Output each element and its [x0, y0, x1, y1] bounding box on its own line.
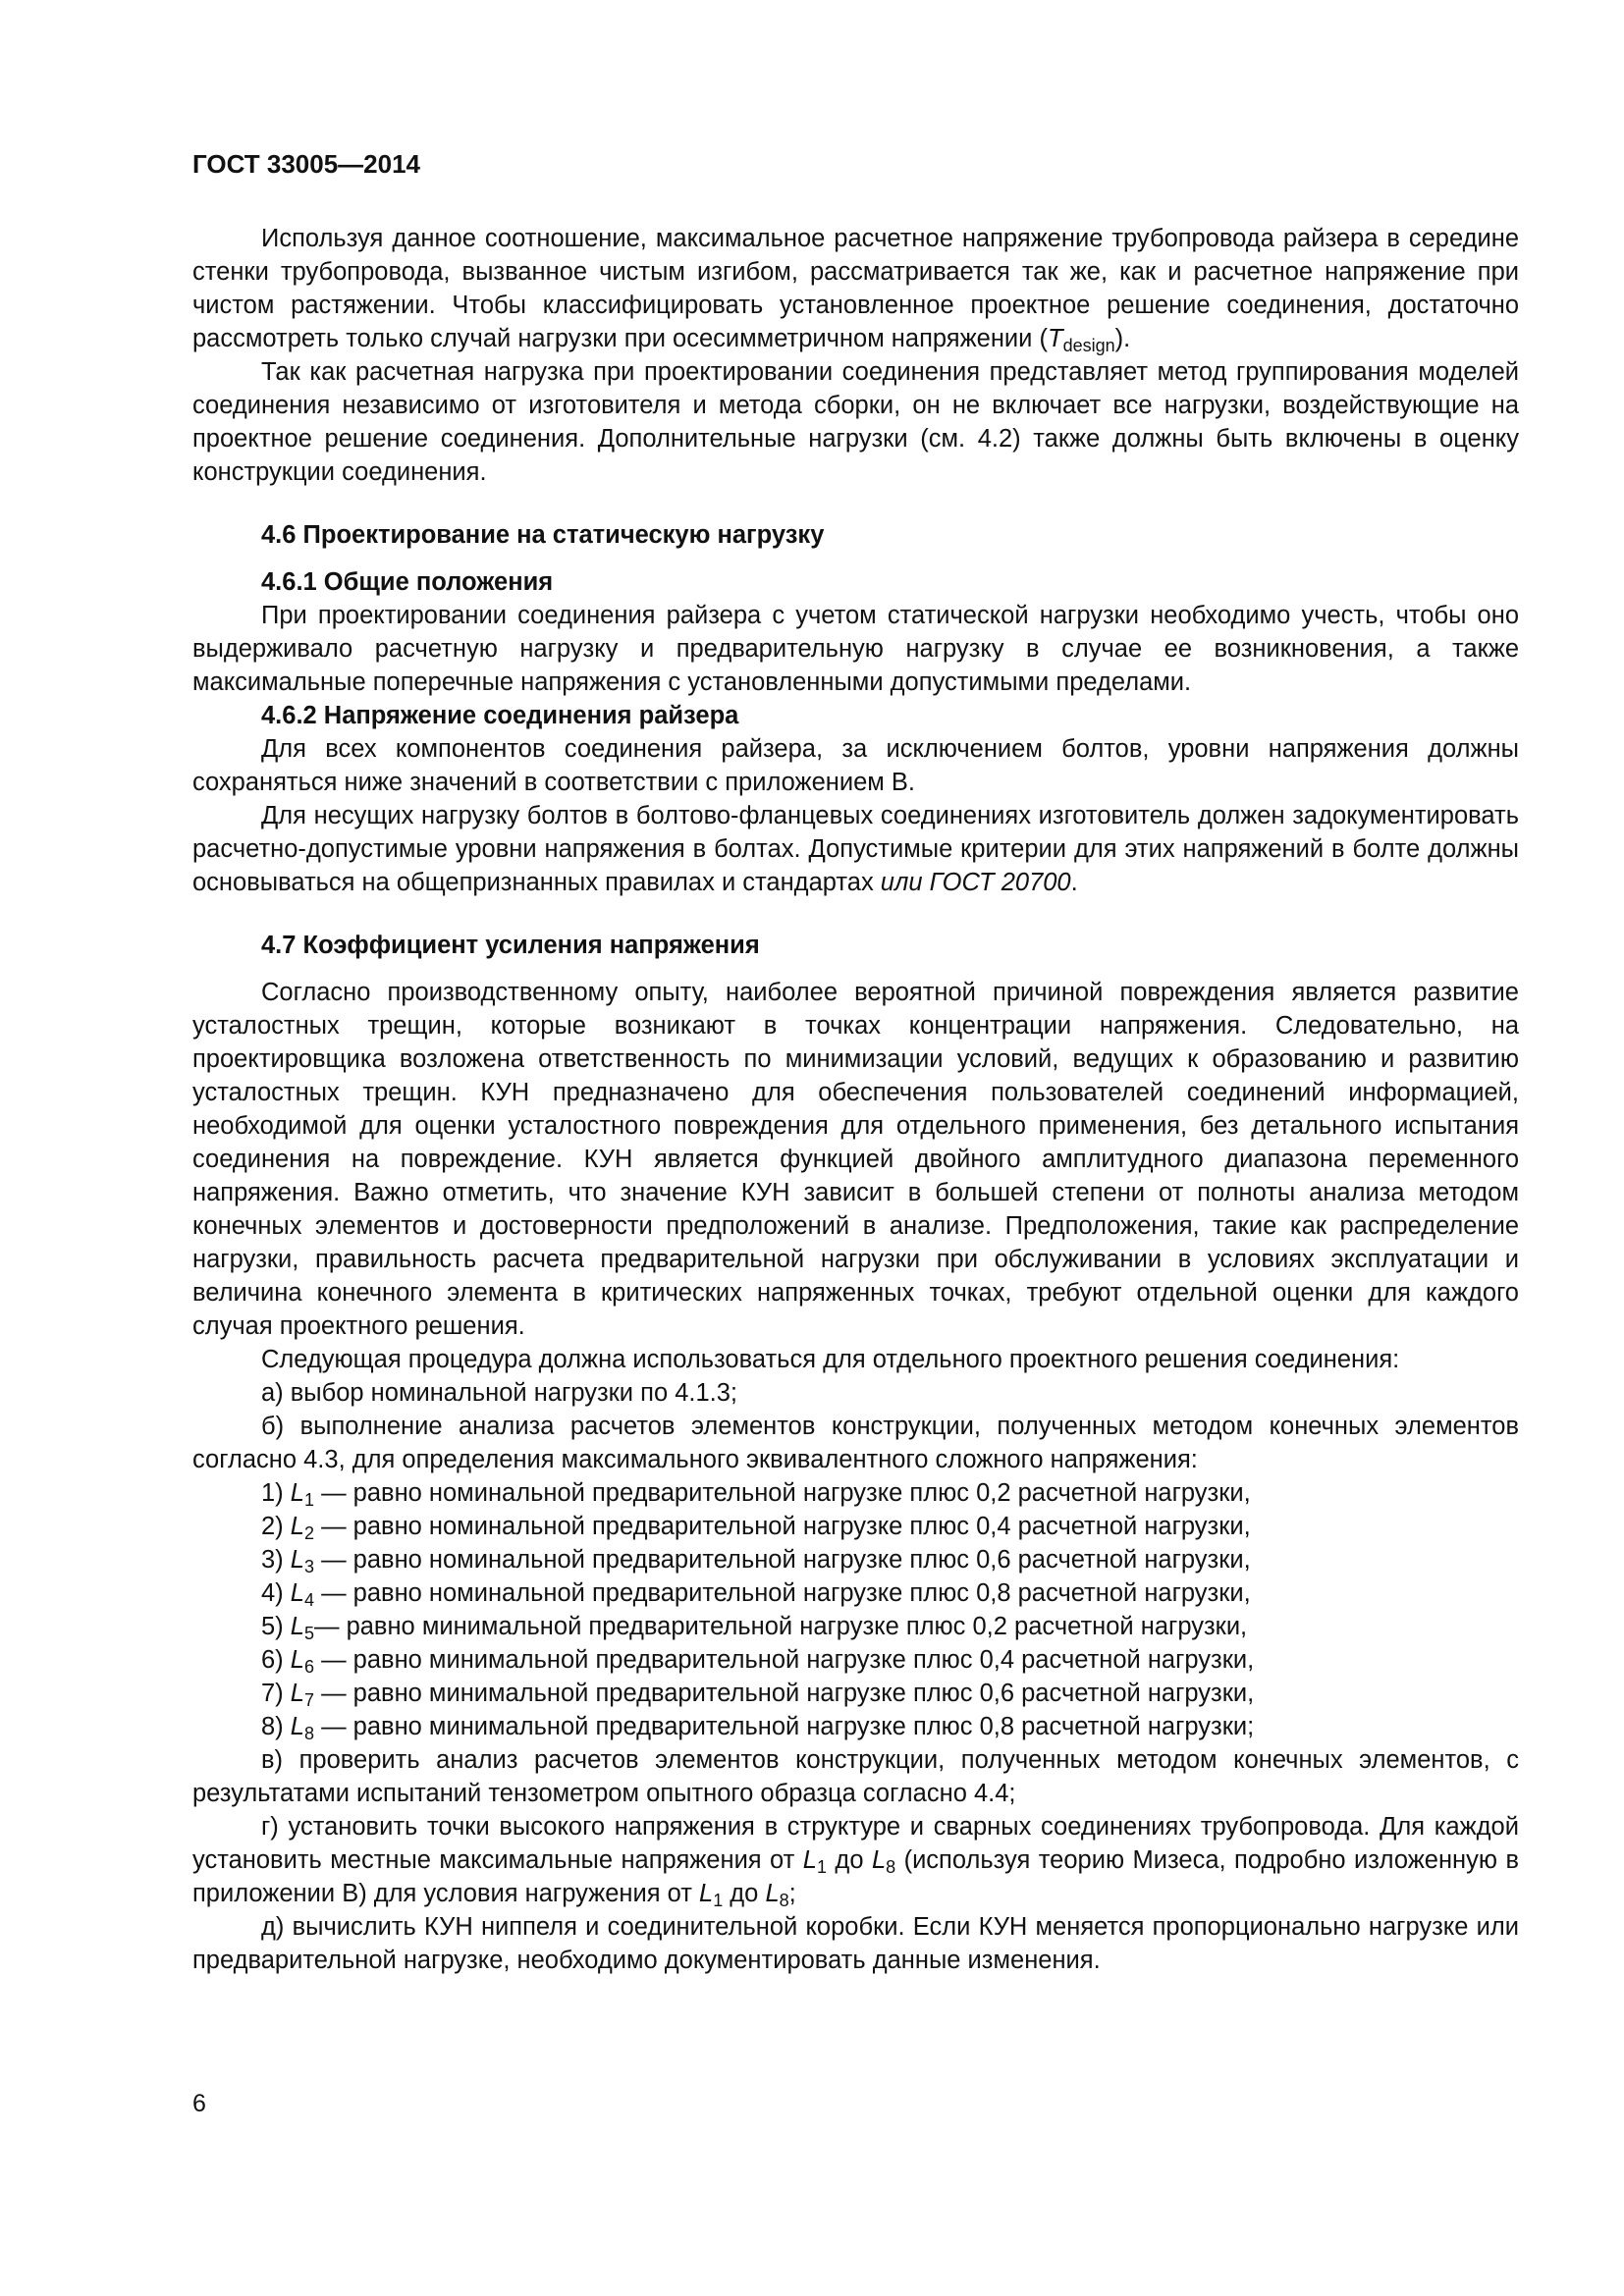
section-4-6-2-paragraph-1: Для всех компонентов соединения райзера, за исключением болтов, уровни напряжения должны сохраняться ниже значений в соответствии с приложением В.	[192, 735, 1519, 796]
load-case-item: 3) $L_3$ — равно номинальной предварительной нагрузке плюс 0,6 расчетной нагрузки,	[261, 1546, 1251, 1576]
section-4-6-2-title: 4.6.2 Напряжение соединения райзера	[261, 702, 739, 729]
section-4-6-title: 4.6 Проектирование на статическую нагрузку	[261, 521, 825, 549]
procedure-item-g: г) установить точки высокого напряжения в структуре и сварных соединениях трубопровода. Для каждой установить местные максимальные напряжения от $L_1$ до $L_8$ (используя теорию Мизеса, подробно изложенную в приложении В) для условия нагружения от $L_1$ до $L_8$;	[192, 1813, 1519, 1910]
section-4-6-1-text: При проектировании соединения райзера с учетом статической нагрузки необходимо учесть, чтобы оно выдерживало расчетную нагрузку и предварительную нагрузку в случае ее возникновения, а также максимальные поперечные напряжения с установленными допустимыми пределами.	[192, 602, 1519, 696]
intro-paragraph-1: Используя данное соотношение, максимальное расчетное напряжение трубопровода райзера в середине стенки трубопровода, вызванное чистым изгибом, рассматривается так же, как и расчетное напряжение при чистом растяжении. Чтобы классифицировать установленное проектное решение соединения, достаточно рассмотреть только случай нагрузки при осесимметричном напряжении $(T_{design})$.	[192, 225, 1519, 355]
intro-paragraph-2: Так как расчетная нагрузка при проектировании соединения представляет метод группирования моделей соединения независимо от изготовителя и метода сборки, он не включает все нагрузки, воздействующие на проектное решение соединения. Дополнительные нагрузки (см. 4.2) также должны быть включены в оценку конструкции соединения.	[192, 358, 1519, 486]
load-case-item: 7) $L_7$ — равно минимальной предварительной нагрузке плюс 0,6 расчетной нагрузки,	[261, 1680, 1255, 1710]
load-cases-list	[192, 1476, 1519, 1743]
section-4-7-paragraph-1: Согласно производственному опыту, наиболее вероятной причиной повреждения является развитие усталостных трещин, которые возникают в точках концентрации напряжения. Следовательно, на проектировщика возложена ответственность по минимизации условий, ведущих к образованию и развитию усталостных трещин. КУН предназначено для обеспечения пользователей соединений информацией, необходимой для оценки усталостного повреждения для отдельного применения, без детального испытания соединения на повреждение. КУН является функцией двойного амплитудного диапазона переменного напряжения. Важно отметить, что значение КУН зависит в большей степени от полноты анализа методом конечных элементов и достоверности предположений в анализе. Предположения, такие как распределение нагрузки, правильность расчета предварительной нагрузки при обслуживании в условиях эксплуатации и величина конечного элемента в критических напряженных точках, требуют отдельной оценки для каждого случая проектного решения.	[192, 979, 1519, 1340]
procedure-item-v: в) проверить анализ расчетов элементов конструкции, полученных методом конечных элементов, с результатами испытаний тензометром опытного образца согласно 4.4;	[192, 1746, 1519, 1807]
load-case-item: 6) $L_6$ — равно минимальной предварительной нагрузке плюс 0,4 расчетной нагрузки,	[261, 1646, 1255, 1677]
section-4-6-1-title: 4.6.1 Общие положения	[261, 568, 554, 596]
t-symbol: T	[1047, 325, 1063, 352]
section-4-7-paragraph-2: Следующая процедура должна использоваться для отдельного проектного решения соединения:	[261, 1346, 1400, 1373]
load-case-item: 1) $L_1$ — равно номинальной предварительной нагрузке плюс 0,2 расчетной нагрузки,	[261, 1479, 1251, 1510]
procedure-item-b: б) выполнение анализа расчетов элементов конструкции, полученных методом конечных элементов согласно 4.3, для определения максимального эквивалентного сложного напряжения:	[192, 1413, 1519, 1473]
procedure-item-d: д) вычислить КУН ниппеля и соединительной коробки. Если КУН меняется пропорционально нагрузке или предварительной нагрузке, необходимо документировать данные изменения.	[192, 1913, 1519, 1974]
document-header: ГОСТ 33005—2014	[192, 149, 420, 179]
page-number: 6	[192, 2090, 206, 2117]
section-4-7-title: 4.7 Коэффициент усиления напряжения	[261, 932, 760, 959]
section-4-6-2-paragraph-2: Для несущих нагрузку болтов в болтово-фланцевых соединениях изготовитель должен задокументировать расчетно-допустимые уровни напряжения в болтах. Допустимые критерии для этих напряжений в болте должны основываться на общепризнанных правилах и стандартах или ГОСТ 20700.	[192, 802, 1519, 896]
load-case-item: 2) $L_2$ — равно номинальной предварительной нагрузке плюс 0,4 расчетной нагрузки,	[261, 1513, 1251, 1543]
load-case-item: 8) $L_8$ — равно минимальной предварительной нагрузке плюс 0,8 расчетной нагрузки;	[261, 1713, 1255, 1743]
document-body	[192, 222, 1519, 1977]
t-subscript: design	[1062, 336, 1115, 355]
load-case-item: 5) $L_5—$ равно минимальной предварительной нагрузке плюс 0,2 расчетной нагрузки,	[261, 1613, 1248, 1643]
gost-reference: или ГОСТ 20700	[880, 869, 1071, 896]
procedure-item-a: а) выбор номинальной нагрузки по 4.1.3;	[261, 1379, 738, 1407]
load-case-item: 4) $L_4$ — равно номинальной предварительной нагрузке плюс 0,8 расчетной нагрузки,	[261, 1579, 1251, 1610]
